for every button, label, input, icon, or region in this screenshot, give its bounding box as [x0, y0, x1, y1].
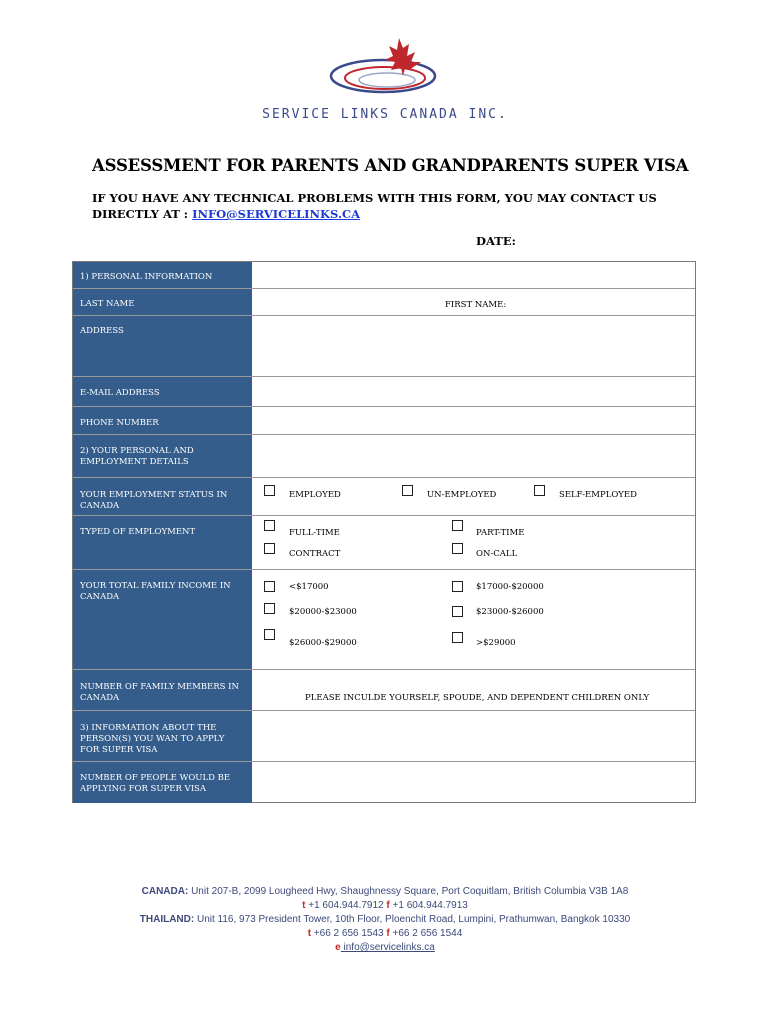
email-row: [73, 377, 695, 407]
section-label: 2) YOUR PERSONAL AND EMPLOYMENT DETAILS: [73, 435, 252, 477]
income-17000-20000-label: $17000-$20000: [476, 582, 544, 592]
full-time-label: FULL-TIME: [289, 528, 340, 538]
email-line: [0, 941, 770, 955]
notice-prefix: DIRECTLY AT :: [92, 207, 193, 221]
section-blank: [252, 262, 695, 288]
contact-email-link[interactable]: INFO@SERVICELINKS.CA: [192, 207, 361, 221]
email-field[interactable]: [252, 377, 695, 406]
family-income-row: [73, 570, 695, 670]
people-applying-row: [73, 762, 695, 803]
section-personal-info: [73, 262, 695, 289]
unemployed-label: UN-EMPLOYED: [427, 490, 497, 500]
people-applying-label: NUMBER OF PEOPLE WOULD BE APPLYING FOR SUPER VISA: [73, 762, 252, 803]
employment-status-row: [73, 478, 695, 516]
assessment-form: [72, 261, 696, 803]
address-label: ADDRESS: [73, 316, 252, 376]
canada-address-line: [0, 885, 770, 899]
people-applying-field[interactable]: [252, 762, 695, 803]
on-call-checkbox[interactable]: [452, 543, 463, 554]
thailand-phone-line: [0, 927, 770, 941]
canada-label: CANADA:: [141, 886, 189, 897]
footer-email-link[interactable]: info@servicelinks.ca: [340, 942, 435, 953]
employed-label: EMPLOYED: [289, 490, 341, 500]
income-23000-26000-checkbox[interactable]: [452, 606, 463, 617]
contract-checkbox[interactable]: [264, 543, 275, 554]
contract-label: CONTRACT: [289, 549, 341, 559]
employment-status-options: [252, 478, 695, 515]
technical-notice: [92, 190, 657, 222]
family-members-field[interactable]: [252, 670, 695, 710]
income-23000-26000-label: $23000-$26000: [476, 607, 544, 617]
section-blank: [252, 711, 695, 761]
part-time-checkbox[interactable]: [452, 520, 463, 531]
employment-type-options: [252, 516, 695, 569]
thailand-phone-marker: t: [307, 928, 312, 939]
employment-type-label: TYPED OF EMPLOYMENT: [73, 516, 252, 569]
thailand-fax: +66 2 656 1544: [389, 928, 463, 939]
first-name-label: FIRST NAME:: [445, 300, 507, 310]
self-employed-checkbox[interactable]: [534, 485, 545, 496]
footer-contact: [0, 885, 770, 955]
income-over-29000-checkbox[interactable]: [452, 632, 463, 643]
address-row: [73, 316, 695, 377]
notice-line-2: [92, 206, 657, 222]
section-employment: [73, 435, 695, 478]
thailand-address-line: [0, 913, 770, 927]
address-field[interactable]: [252, 316, 695, 376]
income-under-17000-checkbox[interactable]: [264, 581, 275, 592]
maple-leaf-swoosh-icon: [325, 34, 455, 100]
name-row: [73, 289, 695, 316]
canada-fax: +1 604.944.7913: [389, 900, 468, 911]
income-26000-29000-checkbox[interactable]: [264, 629, 275, 640]
family-members-label: NUMBER OF FAMILY MEMBERS IN CANADA: [73, 670, 252, 710]
full-time-checkbox[interactable]: [264, 520, 275, 531]
last-name-field[interactable]: [252, 289, 695, 315]
income-over-29000-label: >$29000: [476, 638, 516, 648]
self-employed-label: SELF-EMPLOYED: [559, 490, 637, 500]
company-name: SERVICE LINKS CANADA INC.: [262, 107, 508, 122]
section-blank: [252, 435, 695, 477]
employed-checkbox[interactable]: [264, 485, 275, 496]
income-20000-23000-label: $20000-$23000: [289, 607, 357, 617]
on-call-label: ON-CALL: [476, 549, 518, 559]
thailand-label: THAILAND:: [139, 914, 195, 925]
income-20000-23000-checkbox[interactable]: [264, 603, 275, 614]
last-name-label: LAST NAME: [73, 289, 252, 315]
section-applicants: [73, 711, 695, 762]
part-time-label: PART-TIME: [476, 528, 525, 538]
family-members-row: [73, 670, 695, 711]
phone-field[interactable]: [252, 407, 695, 434]
family-members-note: PLEASE INCULDE YOURSELF, SPOUDE, AND DEPENDENT CHILDREN ONLY: [305, 693, 650, 703]
phone-label: PHONE NUMBER: [73, 407, 252, 434]
email-label: E-MAIL ADDRESS: [73, 377, 252, 406]
canada-fax-marker: f: [386, 900, 390, 911]
canada-phone-line: [0, 899, 770, 913]
canada-address: Unit 207-B, 2099 Lougheed Hwy, Shaughnessy Square, Port Coquitlam, British Columbia V3B 1A8: [188, 886, 629, 897]
family-income-options: [252, 570, 695, 669]
notice-line-1: IF YOU HAVE ANY TECHNICAL PROBLEMS WITH THIS FORM, YOU MAY CONTACT US: [92, 191, 657, 205]
canada-phone-marker: t: [302, 900, 306, 911]
employment-status-label: YOUR EMPLOYMENT STATUS IN CANADA: [73, 478, 252, 515]
section-label: 3) INFORMATION ABOUT THE PERSON(S) YOU WAN TO APPLY FOR SUPER VISA: [73, 711, 252, 761]
thailand-phone: +66 2 656 1543: [311, 928, 387, 939]
unemployed-checkbox[interactable]: [402, 485, 413, 496]
email-marker: e: [335, 942, 341, 953]
canada-phone: +1 604.944.7912: [305, 900, 387, 911]
thailand-address: Unit 116, 973 President Tower, 10th Floor, Ploenchit Road, Lumpini, Prathumwan, Bangkok 10330: [194, 914, 631, 925]
income-26000-29000-label: $26000-$29000: [289, 638, 357, 648]
date-label: DATE:: [476, 234, 516, 248]
family-income-label: YOUR TOTAL FAMILY INCOME IN CANADA: [73, 570, 252, 669]
section-label: 1) PERSONAL INFORMATION: [73, 262, 252, 288]
thailand-fax-marker: f: [386, 928, 390, 939]
income-17000-20000-checkbox[interactable]: [452, 581, 463, 592]
phone-row: [73, 407, 695, 435]
employment-type-row: [73, 516, 695, 570]
page-title: ASSESSMENT FOR PARENTS AND GRANDPARENTS SUPER VISA: [92, 156, 689, 175]
income-under-17000-label: <$17000: [289, 582, 329, 592]
